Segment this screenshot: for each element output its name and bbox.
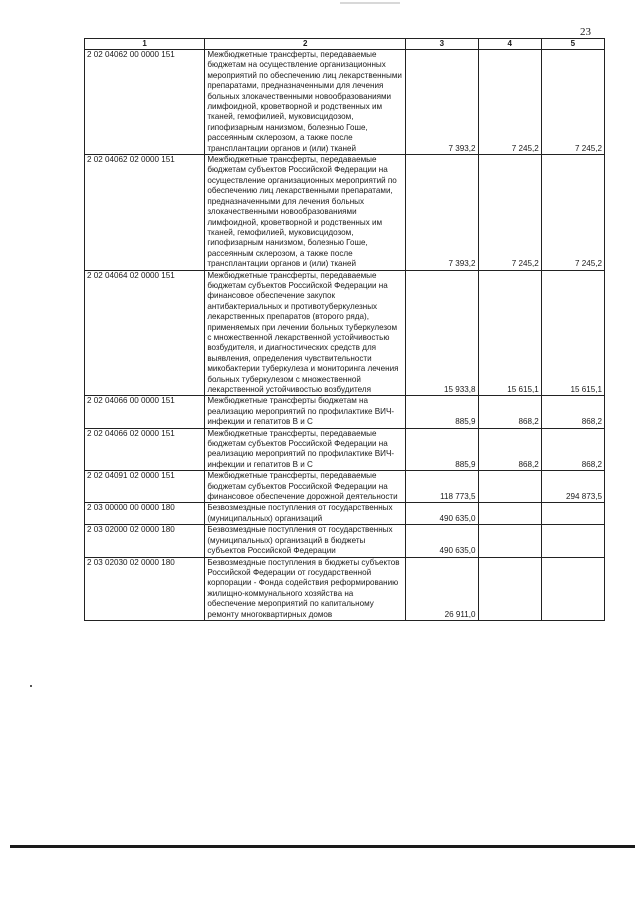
item-name: Межбюджетные трансферты, передаваемые бюджетам на осуществление организационных мероприятий по обеспечению лиц лекарственными препаратами, предназначенными для лечения больных злокачественными новообразованиями лимфоидной, кроветворной и родственных им тканей, гемофилией, муковисцидозом, гипофизарным нанизмом, болезнью Гоше, рассеянным склерозом, а также после трансплантации органов и (или) тканей bbox=[205, 50, 406, 155]
value-col5: 868,2 bbox=[541, 396, 604, 428]
value-col5: 294 873,5 bbox=[541, 471, 604, 503]
value-col4: 7 245,2 bbox=[478, 50, 541, 155]
scan-artifact bbox=[340, 2, 400, 4]
value-col4 bbox=[478, 503, 541, 525]
budget-code: 2 03 02000 02 0000 180 bbox=[85, 525, 205, 557]
column-header-4: 4 bbox=[478, 39, 541, 50]
value-col4: 7 245,2 bbox=[478, 155, 541, 270]
value-col4 bbox=[478, 525, 541, 557]
value-col3: 7 393,2 bbox=[406, 50, 478, 155]
value-col5 bbox=[541, 557, 604, 620]
value-col3: 15 933,8 bbox=[406, 270, 478, 396]
value-col3: 7 393,2 bbox=[406, 155, 478, 270]
value-col3: 885,9 bbox=[406, 428, 478, 471]
value-col3: 26 911,0 bbox=[406, 557, 478, 620]
value-col5 bbox=[541, 503, 604, 525]
table-row bbox=[85, 557, 605, 620]
value-col4: 868,2 bbox=[478, 428, 541, 471]
item-name: Межбюджетные трансферты, передаваемые бюджетам субъектов Российской Федерации на осуществление организационных мероприятий по обеспечению лиц лекарственными препаратами, предназначенными для лечения больных злокачественными новообразованиями лимфоидной, кроветворной и родственных им тканей, гемофилией, муковисцидозом, гипофизарным нанизмом, болезнью Гоше, рассеянным склерозом, а также после трансплантации органов и (или) тканей bbox=[205, 155, 406, 270]
budget-code: 2 02 04066 02 0000 151 bbox=[85, 428, 205, 471]
column-number-row bbox=[85, 39, 605, 50]
value-col3: 490 635,0 bbox=[406, 503, 478, 525]
table-row bbox=[85, 471, 605, 503]
page-number: 23 bbox=[580, 26, 591, 38]
value-col4: 868,2 bbox=[478, 396, 541, 428]
value-col3: 490 635,0 bbox=[406, 525, 478, 557]
table-row bbox=[85, 50, 605, 155]
table-row bbox=[85, 396, 605, 428]
value-col5: 7 245,2 bbox=[541, 50, 604, 155]
column-header-1: 1 bbox=[85, 39, 205, 50]
item-name: Межбюджетные трансферты, передаваемые бюджетам субъектов Российской Федерации на финансовое обеспечение закупок антибактериальных и противотуберкулезных лекарственных препаратов (второго ряда), применяемых при лечении больных туберкулезом с множественной лекарственной устойчивостью возбудителя, и диагностических средств для выявления, определения чувствительности микобактерии туберкулеза и мониторинга лечения больных туберкулезом с множественной лекарственной устойчивостью возбудителя bbox=[205, 270, 406, 396]
value-col4 bbox=[478, 557, 541, 620]
item-name: Безвозмездные поступления от государственных (муниципальных) организаций bbox=[205, 503, 406, 525]
budget-code: 2 03 02030 02 0000 180 bbox=[85, 557, 205, 620]
budget-code: 2 02 04062 00 0000 151 bbox=[85, 50, 205, 155]
budget-code: 2 02 04064 02 0000 151 bbox=[85, 270, 205, 396]
value-col4: 15 615,1 bbox=[478, 270, 541, 396]
budget-code: 2 02 04091 02 0000 151 bbox=[85, 471, 205, 503]
revenue-table bbox=[84, 38, 605, 621]
budget-code: 2 02 04066 00 0000 151 bbox=[85, 396, 205, 428]
column-header-3: 3 bbox=[406, 39, 478, 50]
item-name: Безвозмездные поступления от государственных (муниципальных) организаций в бюджеты субъектов Российской Федерации bbox=[205, 525, 406, 557]
budget-code: 2 03 00000 00 0000 180 bbox=[85, 503, 205, 525]
value-col3: 118 773,5 bbox=[406, 471, 478, 503]
scan-artifact bbox=[30, 685, 32, 687]
page-bottom-border bbox=[10, 845, 635, 848]
table-row bbox=[85, 270, 605, 396]
value-col5 bbox=[541, 525, 604, 557]
table-row bbox=[85, 155, 605, 270]
item-name: Безвозмездные поступления в бюджеты субъектов Российской Федерации от государственной корпорации - Фонда содействия реформированию жилищно-коммунального хозяйства на обеспечение мероприятий по капитальному ремонту многоквартирных домов bbox=[205, 557, 406, 620]
value-col5: 15 615,1 bbox=[541, 270, 604, 396]
value-col4 bbox=[478, 471, 541, 503]
item-name: Межбюджетные трансферты бюджетам на реализацию мероприятий по профилактике ВИЧ-инфекции и гепатитов B и C bbox=[205, 396, 406, 428]
value-col5: 868,2 bbox=[541, 428, 604, 471]
item-name: Межбюджетные трансферты, передаваемые бюджетам субъектов Российской Федерации на реализацию мероприятий по профилактике ВИЧ-инфекции и гепатитов B и C bbox=[205, 428, 406, 471]
table-row bbox=[85, 428, 605, 471]
item-name: Межбюджетные трансферты, передаваемые бюджетам субъектов Российской Федерации на финансовое обеспечение дорожной деятельности bbox=[205, 471, 406, 503]
column-header-2: 2 bbox=[205, 39, 406, 50]
value-col5: 7 245,2 bbox=[541, 155, 604, 270]
value-col3: 885,9 bbox=[406, 396, 478, 428]
column-header-5: 5 bbox=[541, 39, 604, 50]
table-row bbox=[85, 525, 605, 557]
table-row bbox=[85, 503, 605, 525]
budget-code: 2 02 04062 02 0000 151 bbox=[85, 155, 205, 270]
